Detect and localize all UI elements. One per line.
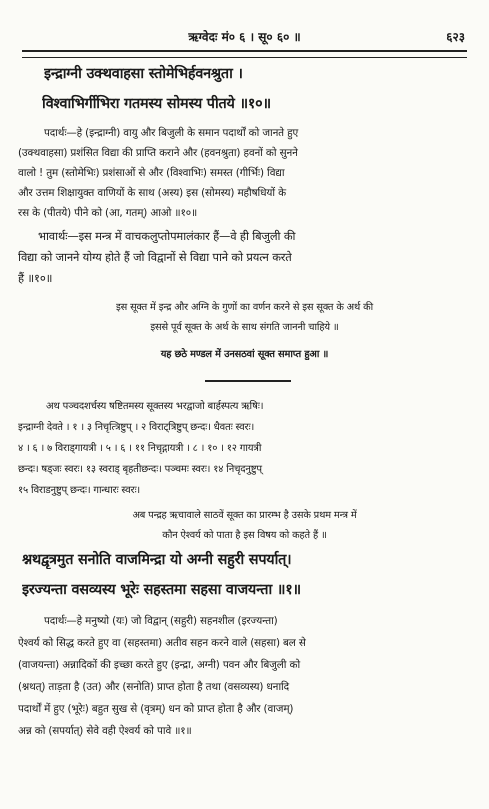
section-separator	[205, 380, 291, 382]
bhavartha-line: विद्या को जानने योग्य होते हैं जो विद्वानों से विद्या पाने को प्रयत्न करते	[18, 250, 292, 264]
viniyoga-line: अथ पञ्चदशर्चस्य षष्टितमस्य सूक्तस्य भरद्वाजो बार्हस्पत्य ऋषिः।	[46, 401, 264, 412]
intro-line: अब पन्द्रह ऋचावाले साठवें सूक्त का प्रारम्भ है उसके प्रथम मन्त्र में	[132, 510, 357, 521]
padartha-line: पदार्थः—हे मनुष्यो (यः) जो विद्वान् (सहुरी) सहनशील (इरज्यन्ता)	[44, 615, 278, 627]
mantra-line: इन्द्राग्नी उक्थवाहसा स्तोमेभिर्हवनश्रुता ।	[44, 66, 243, 82]
page-header	[22, 28, 467, 50]
mantra-line: इरज्यन्ता वसव्यस्य भूरेः सहस्तमा सहसा वाजयन्ता ॥१॥	[22, 582, 301, 598]
padartha-line: पदार्थः—हे (इन्द्राग्नी) वायु और बिजुली के समान पदार्थों को जानते हुए	[44, 127, 299, 139]
padartha-line: (वाजयन्ता) अन्नादिकों की इच्छा करते हुए (इन्द्रा, अग्नी) पवन और बिजुली को	[18, 659, 300, 671]
padartha-line: वालो ! तुम (स्तोमेभिः) प्रशंसाओं से और (विश्वाभिः) समस्त (गीर्भिः) विद्या	[18, 167, 285, 179]
sukta-note-line: इससे पूर्व सूक्त के अर्थ के साथ संगति जाननी चाहिये ॥	[150, 322, 339, 333]
bhavartha-line: भावार्थः—इस मन्त्र में वाचकलुप्तोपमालंकार हैं—वे ही बिजुली की	[38, 229, 296, 243]
padartha-line: (श्नथत्) ताड़ता है (उत) और (सनोति) प्राप्त होता है तथा (वसव्यस्य) धनादि	[18, 681, 290, 693]
viniyoga-line: ४ । ६ । ७ विराड्गायत्री । ५ । ६ । ११ निचृद्गायत्री । ८ । १० । १२ गायत्री	[18, 443, 262, 454]
viniyoga-line: इन्द्राग्नी देवते । १ । ३ निचृत्त्रिष्टुप् । २ विराट्त्रिष्टुप् छन्दः। धैवतः स्वरः।	[18, 422, 255, 433]
padartha-line: पदार्थों में हुए (भूरेः) बहुत सुख से (वृत्रम्) धन को प्राप्त होता है और (वाजम्)	[18, 703, 294, 715]
header-rule	[22, 50, 467, 58]
running-title: ऋग्वेदः मं० ६ । सू० ६० ॥	[188, 30, 301, 44]
viniyoga-line: १५ विराडनुष्टुप् छन्दः। गान्धारः स्वरः।	[18, 485, 140, 496]
padartha-line: अन्न को (सपर्यात्) सेवे वही ऐश्वर्य को पावे ॥१॥	[18, 725, 192, 737]
mantra-line: विश्वाभिर्गीभिरा गतमस्य सोमस्य पीतये ॥१०॥	[42, 96, 271, 112]
mantra-line: श्नथद्वृत्रमुत सनोति वाजमिन्द्रा यो अग्नी सहुरी सपर्यात्।	[22, 552, 292, 568]
intro-line: कौन ऐश्वर्य को पाता है इस विषय को कहते हैं ॥	[162, 530, 327, 541]
padartha-line: (उक्थवाहसा) प्रशंसित विद्या की प्राप्ति कराने और (हवनश्रुता) हवनों को सुनने	[18, 147, 298, 159]
padartha-line: और उत्तम शिक्षायुक्त वाणियों के साथ (अस्य) इस (सोमस्य) महौषधियों के	[18, 187, 286, 199]
padartha-line: रस के (पीतये) पीने को (आ, गतम्) आओ ॥१०॥	[18, 207, 198, 219]
viniyoga-line: छन्दः। षड्जः स्वरः। १३ स्वराड् बृहतीछन्दः। पञ्चमः स्वरः। १४ निचृदनुष्टुप्	[18, 464, 262, 475]
page-number: ६२३	[446, 30, 465, 44]
sukta-note-line: इस सूक्त में इन्द्र और अग्नि के गुणों का वर्णन करने से इस सूक्त के अर्थ की	[115, 302, 373, 313]
bhavartha-line: हैं ॥१०॥	[18, 271, 53, 285]
padartha-line: ऐश्वर्य को सिद्ध करते हुए वा (सहस्तमा) अतीव सहन करने वाले (सहसा) बल से	[18, 637, 306, 649]
mandala-end-note: यह छठे मण्डल में उनसठवां सूक्त समाप्त हुआ ॥	[160, 349, 329, 360]
